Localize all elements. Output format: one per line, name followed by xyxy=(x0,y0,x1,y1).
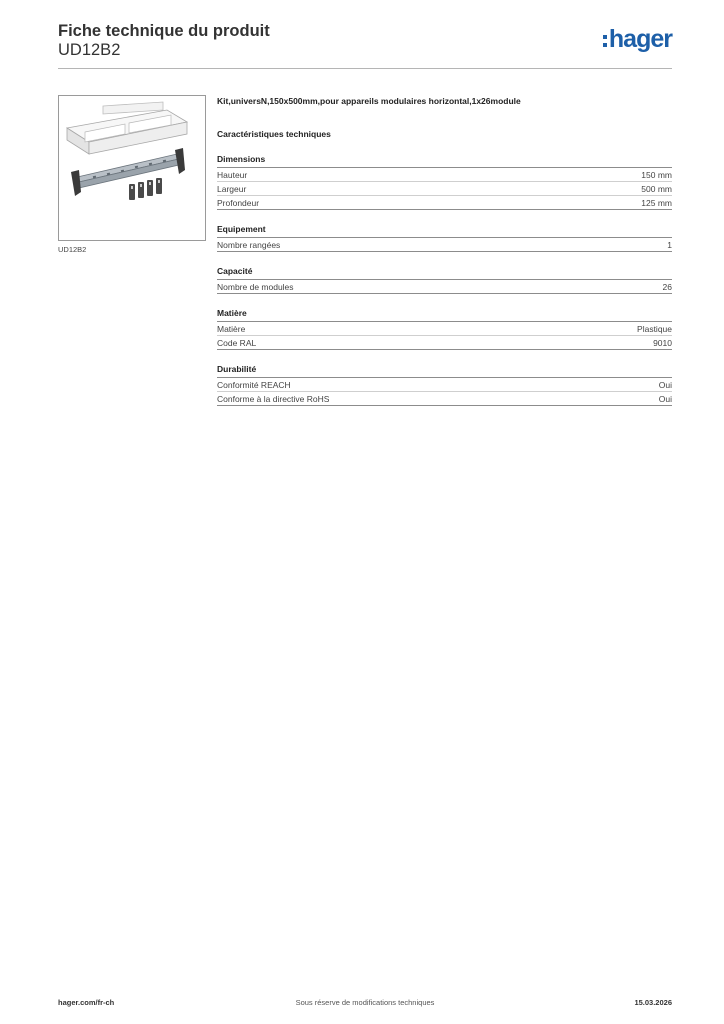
spec-value: Oui xyxy=(658,380,672,390)
spec-value: 1 xyxy=(667,240,672,250)
technical-characteristics-heading: Caractéristiques techniques xyxy=(217,129,331,139)
logo-dots-icon xyxy=(603,35,607,47)
spec-row xyxy=(217,322,672,336)
footer-date: 15.03.2026 xyxy=(634,998,672,1007)
spec-label: Conformité REACH xyxy=(217,380,291,390)
page-header xyxy=(58,22,672,68)
spec-label: Largeur xyxy=(217,184,247,194)
section-durabilite xyxy=(217,364,672,406)
spec-value: 125 mm xyxy=(641,198,672,208)
product-details xyxy=(217,96,672,406)
footer-website-link[interactable]: hager.com/fr-ch xyxy=(58,998,115,1007)
spec-row xyxy=(217,182,672,196)
spec-row xyxy=(217,168,672,182)
logo-text: hager xyxy=(608,25,672,53)
product-image xyxy=(58,95,206,241)
section-title: Capacité xyxy=(217,266,672,280)
section-title: Durabilité xyxy=(217,364,672,378)
spec-row xyxy=(217,378,672,392)
section-dimensions xyxy=(217,154,672,210)
product-reference: UD12B2 xyxy=(58,41,121,59)
section-title: Equipement xyxy=(217,224,672,238)
spec-value: Oui xyxy=(658,394,672,404)
product-description: Kit,universN,150x500mm,pour appareils modulaires horizontal,1x26module xyxy=(217,96,521,106)
spec-row xyxy=(217,196,672,210)
spec-label: Code RAL xyxy=(217,338,257,348)
spec-label: Profondeur xyxy=(217,198,260,208)
spec-label: Conforme à la directive RoHS xyxy=(217,394,330,404)
section-matiere xyxy=(217,308,672,350)
section-title: Dimensions xyxy=(217,154,672,168)
kit-illustration xyxy=(59,96,205,240)
spec-row xyxy=(217,392,672,406)
spec-value: 150 mm xyxy=(641,170,672,180)
spec-value: 9010 xyxy=(653,338,672,348)
spec-row xyxy=(217,336,672,350)
spec-label: Matière xyxy=(217,324,246,334)
spec-value: 500 mm xyxy=(641,184,672,194)
header-divider xyxy=(58,68,672,69)
section-equipement xyxy=(217,224,672,252)
image-caption: UD12B2 xyxy=(58,245,87,254)
spec-row xyxy=(217,280,672,294)
section-capacite xyxy=(217,266,672,294)
spec-label: Nombre rangées xyxy=(217,240,281,250)
spec-row xyxy=(217,238,672,252)
spec-label: Hauteur xyxy=(217,170,248,180)
spec-value: 26 xyxy=(662,282,672,292)
footer-notice: Sous réserve de modifications techniques xyxy=(295,998,435,1007)
spec-value: Plastique xyxy=(637,324,672,334)
spec-label: Nombre de modules xyxy=(217,282,294,292)
hager-logo xyxy=(603,26,672,52)
document-title: Fiche technique du produit xyxy=(58,22,270,40)
section-title: Matière xyxy=(217,308,672,322)
